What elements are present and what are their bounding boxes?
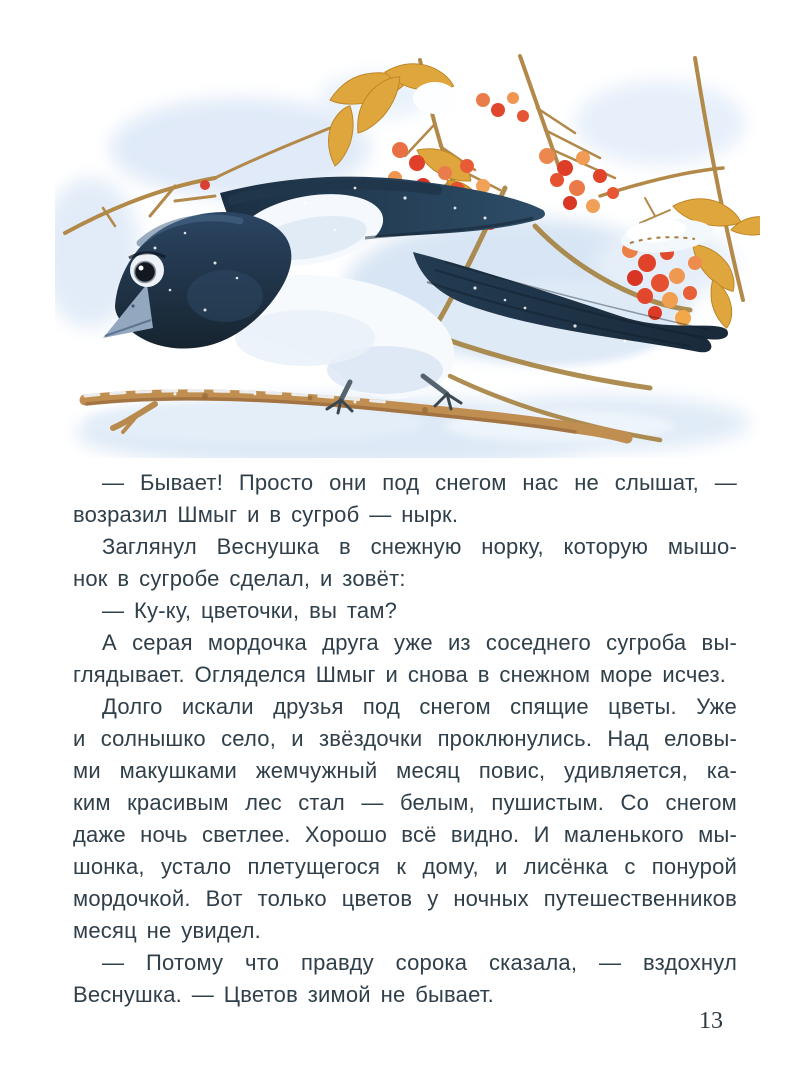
text-line: мордочкой. Вот только цветов у ночных путешественников [73, 886, 737, 911]
text-line: А серая мордочка друга уже из соседнего сугроба вы- [102, 630, 737, 655]
magpie-watercolor-image [55, 38, 760, 458]
text-line: Долго искали друзья под снегом спящие цветы. Уже [102, 694, 737, 719]
illustration-magpie [55, 38, 760, 460]
text-line: ми макушками жемчужный месяц повис, удивляется, ка- [73, 758, 737, 783]
text-line: — Ку-ку, цветочки, вы там? [102, 598, 398, 623]
text-line: возразил Шмыг и в сугроб — нырк. [73, 502, 459, 527]
text-line: — Бывает! Просто они под снегом нас не слышат, — [102, 470, 737, 495]
text-line: — Потому что правду сорока сказала, — вздохнул [102, 950, 737, 975]
text-line: даже ночь светлее. Хорошо всё видно. И маленького мы- [73, 822, 737, 847]
text-line: глядывает. Огляделся Шмыг и снова в снежном море исчез. [73, 662, 727, 687]
text-line: и солнышко село, и звёздочки проклюнулись. Над еловы- [73, 726, 737, 751]
text-line: Веснушка. — Цветов зимой не бывает. [73, 982, 494, 1007]
text-line: нок в сугробе сделал, и зовёт: [73, 566, 406, 591]
text-line: Заглянул Веснушка в снежную норку, которую мышо- [102, 534, 737, 559]
story-text [73, 467, 737, 1011]
page-number: 13 [699, 1008, 723, 1034]
text-line: шонка, устало плетущегося к дому, и лисёнка с понурой [73, 854, 737, 879]
text-line: месяц не увидел. [73, 918, 261, 943]
text-line: ким красивым лес стал — белым, пушистым. Со снегом [73, 790, 737, 815]
